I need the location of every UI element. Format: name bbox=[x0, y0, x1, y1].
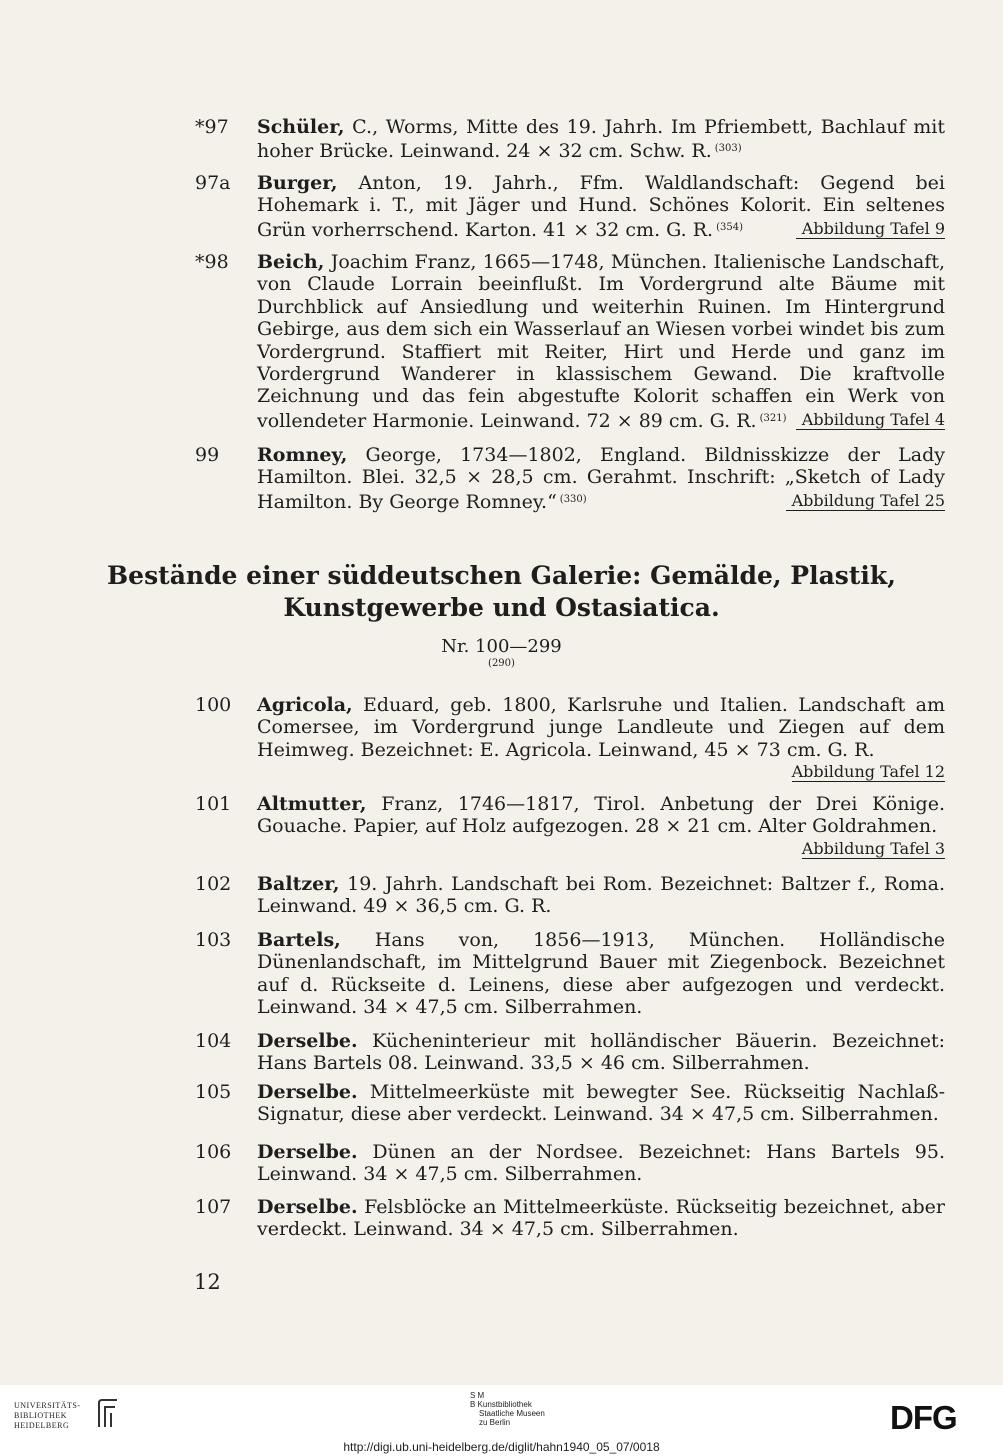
entry-102 bbox=[195, 873, 945, 918]
artist-name: Baltzer, bbox=[257, 873, 340, 895]
entry-text: Dünen an der Nordsee. Bezeichnet: Hans Bartels 95. Leinwand. 34 × 47,5 cm. Silberrahmen. bbox=[257, 1141, 945, 1186]
entry-97 bbox=[195, 116, 945, 163]
plate-reference: Abbildung Tafel 3 bbox=[801, 838, 945, 858]
section-heading-line2: Kunstgewerbe und Ostasiatica. bbox=[283, 593, 720, 622]
plate-reference: Abbildung Tafel 12 bbox=[791, 762, 945, 782]
entry-100 bbox=[195, 694, 945, 784]
entry-note: (354) bbox=[716, 221, 743, 233]
entry-number: 104 bbox=[195, 1030, 232, 1052]
entry-number: 100 bbox=[195, 694, 232, 716]
dfg-logo: DFG bbox=[890, 1399, 957, 1436]
digitization-footer bbox=[0, 1385, 1003, 1456]
entry-97a bbox=[195, 172, 945, 241]
entry-number: 97a bbox=[195, 172, 231, 194]
sm-line: S M bbox=[470, 1391, 485, 1400]
entry-number: 101 bbox=[195, 793, 232, 815]
entry-note: (303) bbox=[714, 143, 742, 155]
entry-text: Mittelmeerküste mit bewegter See. Rückseitig Nachlaß-Signatur, diese aber verdeckt. Leinwand. 34 × 47,5 cm. Silberrahmen. bbox=[257, 1081, 945, 1126]
sm-line: Staatliche Museen bbox=[479, 1409, 545, 1418]
artist-name: Beich, bbox=[257, 251, 325, 273]
entry-number: 102 bbox=[195, 873, 232, 895]
plate-reference: Abbildung Tafel 9 bbox=[796, 220, 945, 239]
uni-line: UNIVERSITÄTS- bbox=[14, 1401, 81, 1410]
entry-number: 105 bbox=[195, 1081, 232, 1103]
university-logo-icon bbox=[95, 1397, 121, 1431]
artist-name: Agricola, bbox=[257, 694, 353, 716]
entry-103 bbox=[195, 929, 945, 1019]
entry-105 bbox=[195, 1081, 945, 1126]
artist-name: Derselbe. bbox=[257, 1141, 358, 1163]
entry-text: Hans von, 1856—1913, München. Holländische Dünenlandschaft, im Mittelgrund Bauer mit Ziegenbock. Bezeichnet auf d. Rückseite d. Leinens, diese aber aufgezogen und verdeckt. Leinwand. 34 × 47,5 cm. Silberrahmen. bbox=[257, 929, 945, 1019]
source-url[interactable]: http://digi.ub.uni-heidelberg.de/diglit/hahn1940_05_07/0018 bbox=[343, 1440, 660, 1454]
entry-note: (330) bbox=[559, 493, 587, 505]
entry-107 bbox=[195, 1196, 945, 1241]
sm-line: zu Berlin bbox=[479, 1418, 511, 1427]
entry-text: Kücheninterieur mit holländischer Bäuerin. Bezeichnet: Hans Bartels 08. Leinwand. 33,5 × 46 cm. Silberrahmen. bbox=[257, 1030, 945, 1075]
artist-name: Schüler, bbox=[257, 116, 345, 138]
plate-reference: Abbildung Tafel 4 bbox=[796, 411, 945, 430]
entry-text: C., Worms, Mitte des 19. Jahrh. Im Pfriembett, Bachlauf mit hoher Brücke. Leinwand. 24 × 32 cm. Schw. R. bbox=[257, 116, 945, 163]
entry-104 bbox=[195, 1030, 945, 1075]
uni-line: HEIDELBERG bbox=[14, 1421, 70, 1430]
artist-name: Bartels, bbox=[257, 929, 341, 951]
entry-106 bbox=[195, 1141, 945, 1186]
entry-number: *97 bbox=[195, 116, 229, 138]
entry-98 bbox=[195, 251, 945, 432]
number-range: Nr. 100—299 bbox=[441, 636, 562, 657]
uni-line: BIBLIOTHEK bbox=[14, 1411, 67, 1420]
entry-text: Eduard, geb. 1800, Karlsruhe und Italien. Landschaft am Comersee, im Vordergrund junge Landleute und Ziegen auf dem Heimweg. Bezeichnet: E. Agricola. Leinwand, 45 × 73 cm. G. R. bbox=[257, 694, 945, 761]
artist-name: Derselbe. bbox=[257, 1081, 358, 1103]
entry-number: 106 bbox=[195, 1141, 232, 1163]
artist-name: Romney, bbox=[257, 444, 348, 466]
sm-line: B Kunstbibliothek bbox=[470, 1400, 532, 1409]
entry-text: 19. Jahrh. Landschaft bei Rom. Bezeichnet: Baltzer f., Roma. Leinwand. 49 × 36,5 cm. G. R. bbox=[257, 873, 945, 918]
entry-text: Anton, 19. Jahrh., Ffm. Waldlandschaft: Gegend bei Hohemark i. T., mit Jäger und Hund. Schönes Kolorit. Ein seltenes Grün vorherrschend. Karton. 41 × 32 cm. G. R. bbox=[257, 172, 945, 241]
entry-number: *98 bbox=[195, 251, 229, 273]
artist-name: Derselbe. bbox=[257, 1030, 358, 1052]
entry-text: Felsblöcke an Mittelmeerküste. Rückseitig bezeichnet, aber verdeckt. Leinwand. 34 × 47,5 cm. Silberrahmen. bbox=[257, 1196, 945, 1241]
entry-number: 107 bbox=[195, 1196, 232, 1218]
entry-number: 103 bbox=[195, 929, 232, 951]
entry-number: 99 bbox=[195, 444, 220, 466]
entry-text: Franz, 1746—1817, Tirol. Anbetung der Drei Könige. Gouache. Papier, auf Holz aufgezogen. 28 × 21 cm. Alter Goldrahmen. bbox=[257, 793, 945, 838]
entry-99 bbox=[195, 444, 945, 513]
entry-text: George, 1734—1802, England. Bildnisskizze der Lady Hamilton. Blei. 32,5 × 28,5 cm. Gerahmt. Inschrift: „Sketch of Lady Hamilton. By George Romney.“ bbox=[257, 444, 945, 513]
university-library-label bbox=[14, 1401, 81, 1431]
entry-101 bbox=[195, 793, 945, 860]
plate-reference: Abbildung Tafel 25 bbox=[786, 492, 945, 511]
range-note: (290) bbox=[488, 658, 515, 669]
page-number: 12 bbox=[194, 1270, 221, 1294]
artist-name: Altmutter, bbox=[257, 793, 367, 815]
artist-name: Derselbe. bbox=[257, 1196, 358, 1218]
entry-text: Joachim Franz, 1665—1748, München. Italienische Landschaft, von Claude Lorrain beeinflußt. Im Vordergrund alte Bäume mit Durchblick auf Ansiedlung und weiterhin Ruinen. Im Hintergrund Gebirge, aus dem sich ein Wasserlauf an Wiesen vorbei windet bis zum Vordergrund. Staffiert mit Reiter, Hirt und Herde und ganz im Vordergrund Wanderer in klassischem Gewand. Die kraftvolle Zeichnung und das fein abgestufte Kolorit schaffen ein Werk von vollendeter Harmonie. Leinwand. 72 × 89 cm. G. R. bbox=[257, 251, 945, 432]
section-heading-line1: Bestände einer süddeutschen Galerie: Gemälde, Plastik, bbox=[107, 561, 896, 590]
museum-label bbox=[470, 1391, 545, 1427]
entry-note: (321) bbox=[759, 412, 787, 424]
artist-name: Burger, bbox=[257, 172, 338, 194]
